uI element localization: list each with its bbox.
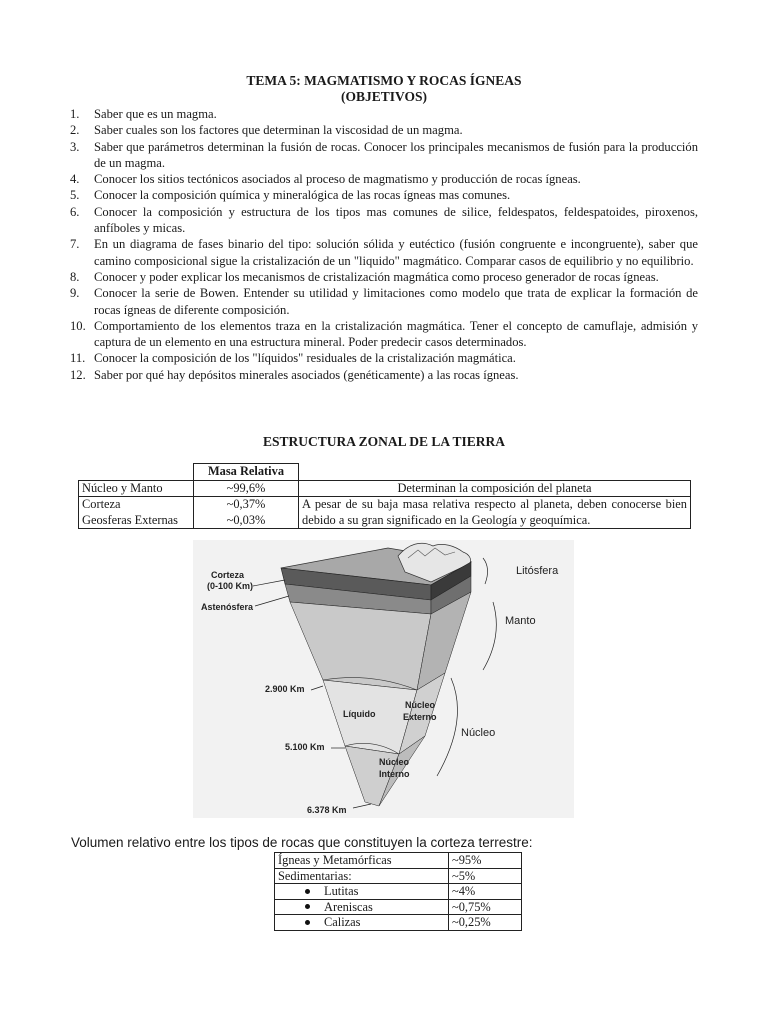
bullet-icon [305,920,310,925]
list-item: 5. Conocer la composición química y mineralógica de las rocas ígneas mas comunes. [70,188,511,203]
label-depth-2900: 2.900 Km [265,684,305,694]
table-cell: A pesar de su baja masa relativa respecto al planeta, deben conocerse bien debido a su gran significado en la Geología y geoquímica. [299,497,691,529]
label-litosfera: Litósfera [516,565,559,577]
list-item: 10. Comportamiento de los elementos traza en la cristalización magmática. Tener el concepto de camuflaje, admisión y captura de un elemento en una estructura mineral. Poder predecir casos determinados. [70,318,698,350]
label-nucleo-externo-2: Externo [403,712,437,722]
mantle-left [290,602,431,690]
label-depth-5100: 5.100 Km [285,742,325,752]
table-cell: Sedimentarias: [275,868,449,884]
column-header: Masa Relativa [194,464,299,481]
table-cell: Determinan la composición del planeta [299,480,691,497]
list-item: 3. Saber que parámetros determinan la fusión de rocas. Conocer los principales mecanismos de fusión para la producción de un magma. [70,139,698,170]
list-item: 12. Saber por qué hay depósitos minerales asociados (genéticamente) a las rocas ígneas. [70,367,519,382]
volume-caption: Volumen relativo entre los tipos de rocas que constituyen la corteza terrestre: [71,835,533,850]
row-value: ~0,37% [226,497,266,511]
list-item: 6. Conocer la composición y estructura de los tipos mas comunes de silice, feldespatos, feldespatoides, piroxenos, anfíboles y micas. [70,204,698,236]
table-cell: Ígneas y Metamórficas [275,853,449,869]
table-cell: ~0,75% [449,899,522,915]
list-item: 9. Conocer la serie de Bowen. Entender su utilidad y limitaciones como modelo que trata de explicar la formación de rocas ígneas de diferente composición. [70,286,698,317]
row-name: Geosferas Externas [82,512,178,527]
table-cell: Núcleo y Manto [79,480,194,497]
row-value: ~0,03% [226,512,266,527]
label-astenosfera: Astenósfera [201,602,254,612]
list-item: 1. Saber que es un magma. [70,107,217,121]
label-nucleo-interno-2: Interno [379,769,410,779]
table-row [275,884,522,900]
table-cell [299,464,691,481]
table-row [275,868,522,884]
section-title: ESTRUCTURA ZONAL DE LA TIERRA [262,434,506,449]
list-item: 2. Saber cuales son los factores que determinan la viscosidad de un magma. [70,123,463,138]
table-cell: Areniscas [275,899,449,915]
list-item: 8. Conocer y poder explicar los mecanismos de cristalización magmática como proceso generador de rocas ígneas. [70,269,659,284]
table-cell: ~99,6% [194,480,299,497]
label-depth-6378: 6.378 Km [307,805,347,815]
table-cell: ~4% [449,884,522,900]
label-corteza-range: (0-100 Km) [207,581,254,591]
mass-table [78,463,691,529]
table-cell: Calizas [275,915,449,931]
table-cell: ~5% [449,868,522,884]
label-nucleo-interno-1: Núcleo [379,757,410,767]
table-cell [79,497,194,529]
table-row [79,497,691,529]
table-row [275,899,522,915]
earth-structure-figure [193,540,574,818]
bullet-icon [305,904,310,909]
label-liquido: Líquido [343,709,376,719]
table-cell [79,464,194,481]
label-corteza: Corteza [211,570,245,580]
page-title: TEMA 5: MAGMATISMO Y ROCAS ÍGNEAS [246,73,522,88]
earth-wedge-diagram [193,540,574,818]
list-item: 7. En un diagrama de fases binario del tipo: solución sólida y eutéctico (fusión congruente e incongruente), saber que camino composicional sigue la cristalización de un "liquido" magmático. Comparar casos de equilibrio y no equilibrio. [70,237,698,268]
table-cell [194,497,299,529]
label-nucleo: Núcleo [461,727,496,739]
list-item: 11. Conocer la composición de los "líquidos" residuales de la cristalización magmática. [70,351,516,366]
table-row [275,915,522,931]
volume-table [274,852,522,931]
table-cell: Lutitas [275,884,449,900]
row-name: Corteza [82,497,121,511]
objectives-list [70,106,698,383]
list-item: 4. Conocer los sitios tectónicos asociados al proceso de magmatismo y producción de rocas ígneas. [70,172,581,187]
table-cell: ~95% [449,853,522,869]
table-row [275,853,522,869]
bullet-icon [305,889,310,894]
table-row [79,480,691,497]
table-cell: ~0,25% [449,915,522,931]
label-manto: Manto [505,615,536,627]
label-nucleo-externo-1: Núcleo [405,700,436,710]
table-header-row [79,464,691,481]
page-subtitle: (OBJETIVOS) [341,89,427,104]
